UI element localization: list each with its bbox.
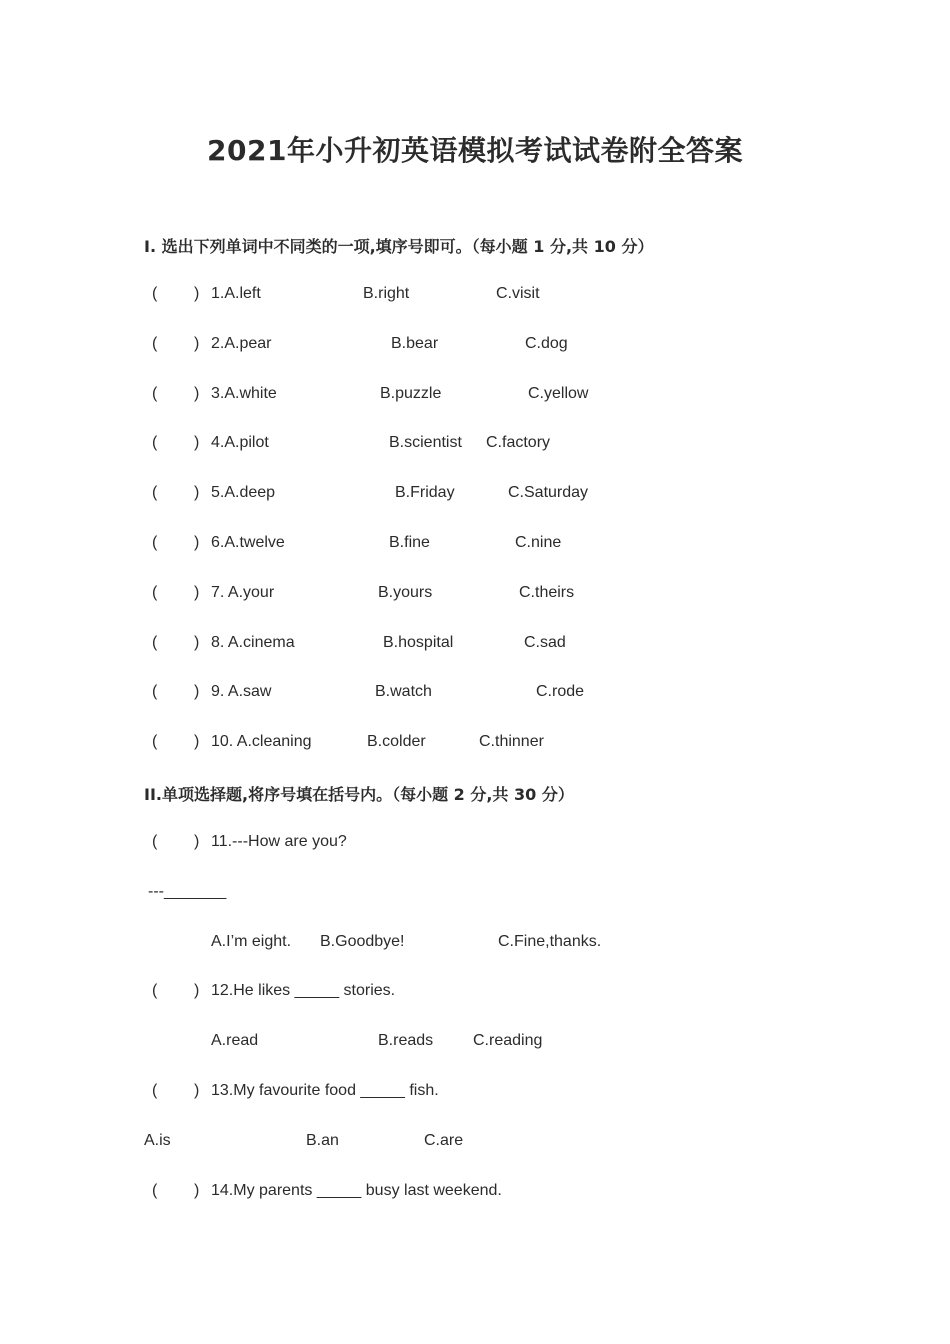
item-option-b: B.watch [375, 683, 432, 701]
item-option-a: 10. A.cleaning [211, 733, 312, 751]
answer-bracket-open: ( [152, 1082, 158, 1099]
answer-bracket-open: ( [152, 285, 158, 302]
answer-bracket-open: ( [152, 733, 158, 751]
item-option-b: B.hospital [383, 633, 454, 651]
section-1-heading: I. 选出下列单词中不同类的一项,填序号即可。（每小题 1 分,共 10 分） [144, 237, 654, 256]
item-option-b: B.Friday [395, 484, 455, 502]
question-11-stem: 11.---How are you? [211, 833, 347, 850]
answer-bracket-close: ) [194, 633, 200, 651]
answer-bracket-close: ) [194, 583, 200, 601]
item-option-c: C.thinner [479, 733, 544, 751]
answer-bracket-open: ( [152, 534, 158, 551]
question-14-stem: 14.My parents _____ busy last weekend. [211, 1182, 502, 1199]
item-option-c: C.theirs [519, 583, 575, 601]
answer-bracket-open: ( [152, 982, 158, 999]
item-option-c: C.yellow [528, 384, 589, 402]
question-12-option-a: A.read [211, 1032, 259, 1049]
question-13-option-a: A.is [144, 1132, 171, 1149]
answer-bracket-open: ( [152, 583, 158, 601]
answer-bracket-close: ) [194, 534, 200, 551]
question-13-option-b: B.an [306, 1132, 339, 1149]
item-option-a: 3.A.white [211, 384, 277, 402]
answer-bracket-open: ( [152, 434, 158, 452]
item-option-a: 2.A.pear [211, 334, 272, 352]
item-option-c: C.dog [525, 334, 568, 352]
question-11-answer-line: ---_______ [148, 883, 227, 900]
page-title: 2021年小升初英语模拟考试试卷附全答案 [207, 134, 743, 167]
item-option-b: B.yours [378, 583, 433, 601]
question-12-option-c: C.reading [473, 1032, 543, 1049]
answer-bracket-open: ( [152, 1182, 158, 1199]
answer-bracket-open: ( [152, 633, 158, 651]
question-11-option-b: B.Goodbye! [320, 933, 405, 950]
question-13-option-c: C.are [424, 1132, 464, 1149]
answer-bracket-open: ( [152, 683, 158, 701]
item-option-a: 9. A.saw [211, 683, 272, 701]
item-option-c: C.nine [515, 534, 562, 551]
item-option-b: B.bear [391, 334, 439, 352]
item-option-c: C.Saturday [508, 484, 589, 502]
item-option-c: C.rode [536, 683, 585, 701]
answer-bracket-close: ) [194, 733, 200, 751]
answer-bracket-close: ) [194, 833, 200, 850]
item-option-b: B.puzzle [380, 384, 442, 402]
item-option-b: B.right [363, 285, 410, 302]
question-12-option-b: B.reads [378, 1032, 434, 1049]
answer-bracket-open: ( [152, 484, 158, 502]
item-option-c: C.factory [486, 434, 551, 452]
answer-bracket-close: ) [194, 484, 200, 502]
answer-bracket-open: ( [152, 384, 158, 402]
question-11-option-c: C.Fine,thanks. [498, 933, 602, 950]
question-11-option-a: A.I’m eight. [211, 933, 292, 950]
answer-bracket-close: ) [194, 982, 200, 999]
answer-bracket-close: ) [194, 683, 200, 701]
item-option-a: 5.A.deep [211, 484, 276, 502]
answer-bracket-close: ) [194, 1182, 200, 1199]
item-option-b: B.fine [389, 534, 430, 551]
answer-bracket-open: ( [152, 334, 158, 352]
item-option-a: 4.A.pilot [211, 434, 269, 452]
answer-bracket-close: ) [194, 384, 200, 402]
answer-bracket-close: ) [194, 1082, 200, 1099]
item-option-a: 6.A.twelve [211, 534, 285, 551]
answer-bracket-close: ) [194, 434, 200, 452]
question-13-stem: 13.My favourite food _____ fish. [211, 1082, 439, 1099]
item-option-a: 1.A.left [211, 285, 261, 302]
answer-bracket-close: ) [194, 285, 200, 302]
item-option-b: B.colder [367, 733, 426, 751]
answer-bracket-close: ) [194, 334, 200, 352]
item-option-b: B.scientist [389, 434, 462, 452]
section-2-heading: II.单项选择题,将序号填在括号内。（每小题 2 分,共 30 分） [144, 785, 574, 804]
answer-bracket-open: ( [152, 833, 158, 850]
item-option-a: 8. A.cinema [211, 633, 295, 651]
item-option-c: C.sad [524, 633, 566, 651]
question-12-stem: 12.He likes _____ stories. [211, 982, 396, 999]
item-option-c: C.visit [496, 285, 540, 302]
item-option-a: 7. A.your [211, 583, 275, 601]
